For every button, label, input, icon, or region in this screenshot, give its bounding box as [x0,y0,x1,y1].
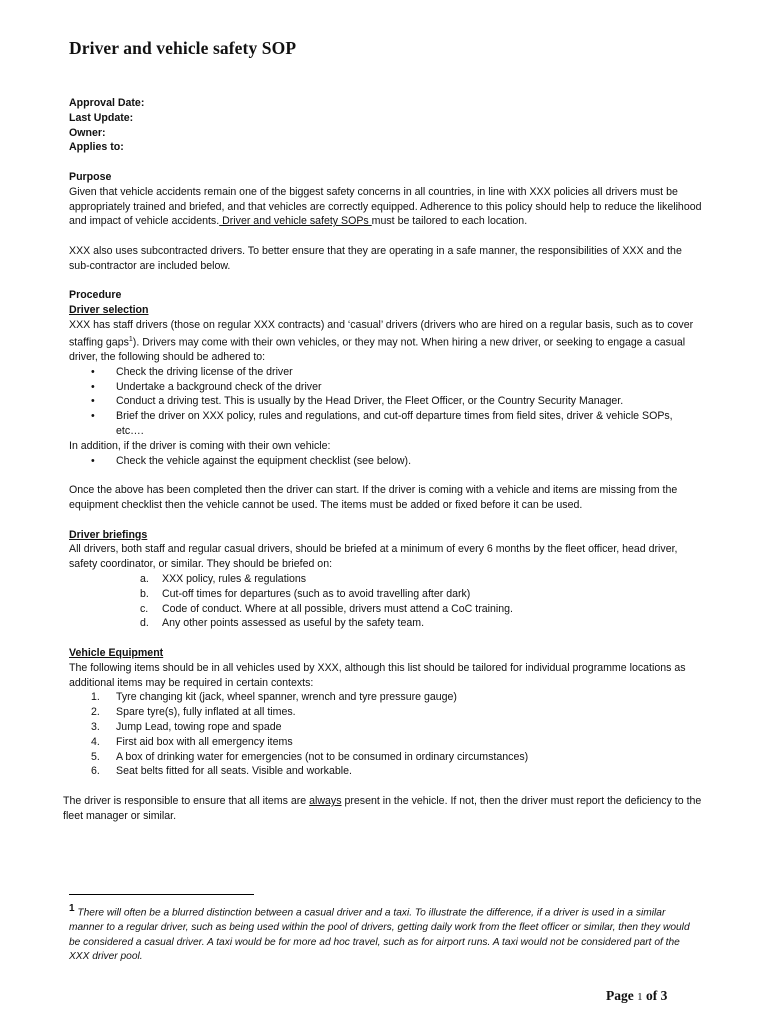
list-item: • Undertake a background check of the driver [69,380,703,395]
list-item: • Check the vehicle against the equipment checklist (see below). [69,454,703,469]
list-item-text: Code of conduct. Where at all possible, drivers must attend a CoC training. [162,602,513,615]
intro-text-end: ). Drivers may come with their own vehicles, or they may not. When hiring a new driver, or seeking to engage a casual driver, the following should be adhered to: [69,336,686,364]
list-item [69,750,703,765]
driver-selection-list [69,365,703,439]
vehicle-equipment-heading: Vehicle Equipment [69,647,164,660]
list-marker: 2. [91,706,100,719]
list-item [69,764,703,779]
own-vehicle-list [69,454,703,469]
list-item: • Brief the driver on XXX policy, rules and regulations, and cut-off departure times from field sites, driver & vehicle SOPs, etc…. [69,409,703,439]
driver-selection-heading: Driver selection [69,304,149,317]
list-item-text: Jump Lead, towing rope and spade [116,721,282,733]
owner-label: Owner: [69,126,106,139]
footnote-text: There will often be a blurred distinction between a casual driver and a taxi. To illustrate the difference, if a driver is used in a similar manner to a regular driver, such as being used within the pool of drivers, getting daily work from the fleet officer or similar, then they would be considered a casual driver. A taxi would be for more ad hoc travel, such as for airport runs. A taxi would not be considered part of the XXX driver pool. [69,907,690,963]
list-item [69,572,703,587]
footnote-reference: 1 [128,335,133,343]
list-item-text: Seat belts fitted for all seats. Visible and workable. [116,765,352,778]
list-item-text: A box of drinking water for emergencies (not to be consumed in ordinary circumstances) [116,750,529,763]
purpose-text: Given that vehicle accidents remain one of the biggest safety concerns in all countries, in line with XXX policies all drivers must be appropriately trained and briefed, and that vehicles are correctly equipped. Adherence to this policy should help to reduce the likelihood and impact of vehicle accidents. [69,185,702,228]
list-marker: 1. [91,691,100,704]
list-item-text: Cut-off times for departures (such as to avoid travelling after dark) [162,587,471,600]
driver-selection-intro [69,318,703,365]
list-marker: 5. [91,750,100,763]
list-item-text: Any other points assessed as useful by the safety team. [162,617,425,630]
closing-text-end: present in the vehicle. If not, then the driver must report the deficiency to the fleet manager or similar. [63,794,702,822]
list-item [69,616,703,631]
procedure-heading: Procedure [69,289,122,302]
briefing-topics-list [69,572,703,631]
list-item [69,705,703,720]
closing-text: The driver is responsible to ensure that all items are [63,794,310,807]
list-item-text: Spare tyre(s), fully inflated at all times. [116,706,296,719]
list-item-text: First aid box with all emergency items [116,735,293,748]
list-marker: d. [140,617,149,630]
list-marker: 4. [91,735,100,748]
footnote [69,902,699,965]
list-marker: c. [140,602,149,615]
list-marker: b. [140,587,149,600]
list-marker: 6. [91,765,100,778]
list-item [69,587,703,602]
purpose-heading: Purpose [69,170,112,183]
page-number [606,988,667,1004]
purpose-paragraph [69,185,703,229]
driver-briefings-heading: Driver briefings [69,528,148,541]
current-page: 1 [637,991,643,1003]
list-item [69,602,703,617]
list-item: • Conduct a driving test. This is usually by the Head Driver, the Fleet Officer, or the Country Security Manager. [69,394,703,409]
always-emphasis: always [309,794,342,807]
applies-to-label: Applies to: [69,141,124,154]
list-item-text: XXX policy, rules & regulations [162,573,307,586]
driver-briefings-intro: All drivers, both staff and regular casual drivers, should be briefed at a minimum of every 6 months by the fleet officer, head driver, safety coordinator, or similar. They should be briefed on: [69,543,678,571]
list-item: • Check the driving license of the driver [69,365,703,380]
page-total: of 3 [642,988,668,1003]
closing-paragraph [63,794,703,824]
own-vehicle-intro: In addition, if the driver is coming with their own vehicle: [69,439,331,452]
list-item [69,690,703,705]
footnote-divider [69,894,254,895]
list-item [69,720,703,735]
purpose-text-end: must be tailored to each location. [371,215,528,228]
page-label: Page [606,988,638,1003]
sop-link-text: Driver and vehicle safety SOPs [219,215,372,228]
metadata-block [69,96,703,155]
list-item [69,735,703,750]
list-marker: 3. [91,721,100,733]
approval-date-label: Approval Date: [69,97,145,109]
driver-start-paragraph: Once the above has been completed then the driver can start. If the driver is coming with a vehicle and items are missing from the equipment checklist then the vehicle cannot be used. The items must be added or fixed before it can be used. [69,484,678,512]
footnote-number: 1 [69,903,75,914]
last-update-label: Last Update: [69,111,134,124]
list-item-text: Tyre changing kit (jack, wheel spanner, wrench and tyre pressure gauge) [116,691,457,704]
list-marker: a. [140,573,149,586]
vehicle-equipment-intro: The following items should be in all vehicles used by XXX, although this list should be tailored for individual programme locations as additional items may be required in certain contexts: [69,661,686,689]
subcontractor-paragraph: XXX also uses subcontracted drivers. To better ensure that they are operating in a safe manner, the responsibilities of XXX and the sub-contractor are included below. [69,244,682,272]
document-title: Driver and vehicle safety SOP [69,38,297,58]
equipment-list [69,690,703,779]
intro-text: XXX has staff drivers (those on regular XXX contracts) and ‘casual’ drivers (drivers who are hired on a regular basis, such as to cover staffing gaps [69,318,694,349]
document-body [63,96,703,838]
